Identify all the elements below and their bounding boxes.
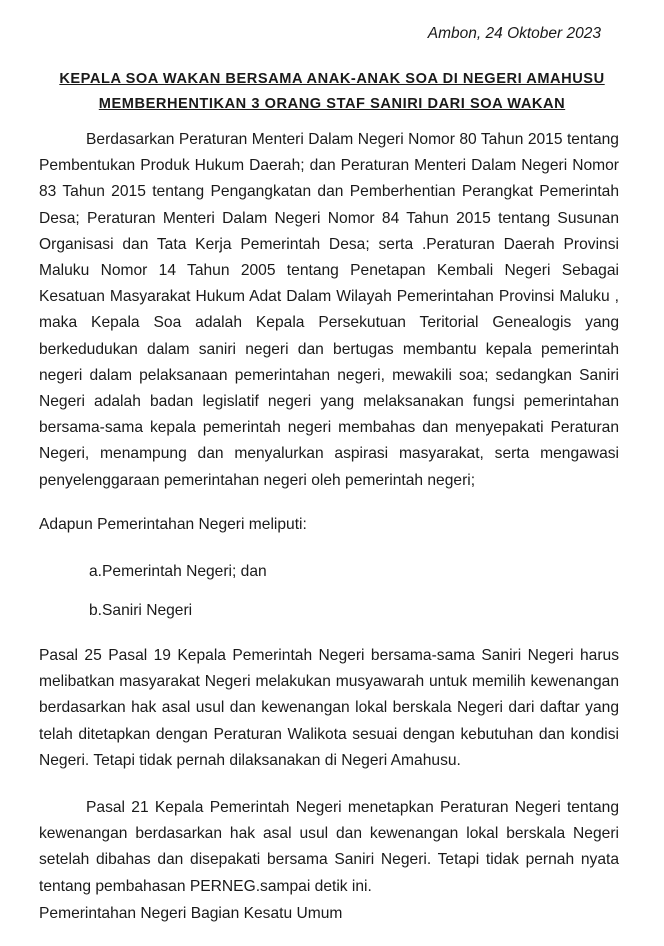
document-date: Ambon, 24 Oktober 2023 [427, 25, 601, 42]
paragraph-pasal-21: Pasal 21 Kepala Pemerintah Negeri menetapkan Peraturan Negeri tentang kewenangan berdasarkan hak asal usul dan kewenangan lokal berskala Negeri setelah dibahas dan disepakati bersama Saniri Negeri. Tetapi tidak pernah nyata tentang pembahasan PERNEG.sampai detik ini. [39, 799, 619, 895]
list-item: b.Saniri Negeri [89, 602, 193, 619]
closing-line: Pemerintahan Negeri Bagian Kesatu Umum [39, 905, 343, 922]
document-title-line-1: KEPALA SOA WAKAN BERSAMA ANAK-ANAK SOA DI NEGERI AMAHUSU [59, 71, 605, 87]
paragraph-pasal-25: Pasal 25 Pasal 19 Kepala Pemerintah Negeri bersama-sama Saniri Negeri harus melibatkan masyarakat Negeri melakukan musyawarah untuk memilih kewenangan berdasarkan hak asal usul dan kewenangan lokal berskala Negeri dari daftar yang telah ditetapkan dengan Peraturan Walikota sesuai dengan kebutuhan dan kondisi Negeri. Tetapi tidak pernah dilaksanakan di Negeri Amahusu. [39, 647, 619, 769]
list-item: a.Pemerintah Negeri; dan [89, 563, 267, 580]
paragraph-legal-basis: Berdasarkan Peraturan Menteri Dalam Negeri Nomor 80 Tahun 2015 tentang Pembentukan Produk Hukum Daerah; dan Peraturan Menteri Dalam Negeri Nomor 83 Tahun 2015 tentang Pengangkatan dan Pemberhentian Perangkat Pemerintah Desa; Peraturan Menteri Dalam Negeri Nomor 84 Tahun 2015 tentang Susunan Organisasi dan Tata Kerja Pemerintah Desa; serta .Peraturan Daerah Provinsi Maluku Nomor 14 Tahun 2005 tentang Penetapan Kembali Negeri Sebagai Kesatuan Masyarakat Hukum Adat Dalam Wilayah Pemerintahan Provinsi Maluku , maka Kepala Soa adalah Kepala Persekutuan Teritorial Genealogis yang berkedudukan dalam saniri negeri dan bertugas membantu kepala pemerintah negeri dalam pelaksanaan pemerintahan negeri, mewakili soa; sedangkan Saniri Negeri adalah badan legislatif negeri yang melaksanakan fungsi pemerintahan bersama-sama kepala pemerintah negeri membahas dan menyepakati Peraturan Negeri, menampung dan menyalurkan aspirasi masyarakat, serta mengawasi penyelenggaraan pemerintahan negeri oleh pemerintah negeri; [39, 131, 619, 489]
list-intro: Adapun Pemerintahan Negeri meliputi: [39, 516, 307, 533]
document-title-line-2: MEMBERHENTIKAN 3 ORANG STAF SANIRI DARI SOA WAKAN [98, 96, 566, 112]
